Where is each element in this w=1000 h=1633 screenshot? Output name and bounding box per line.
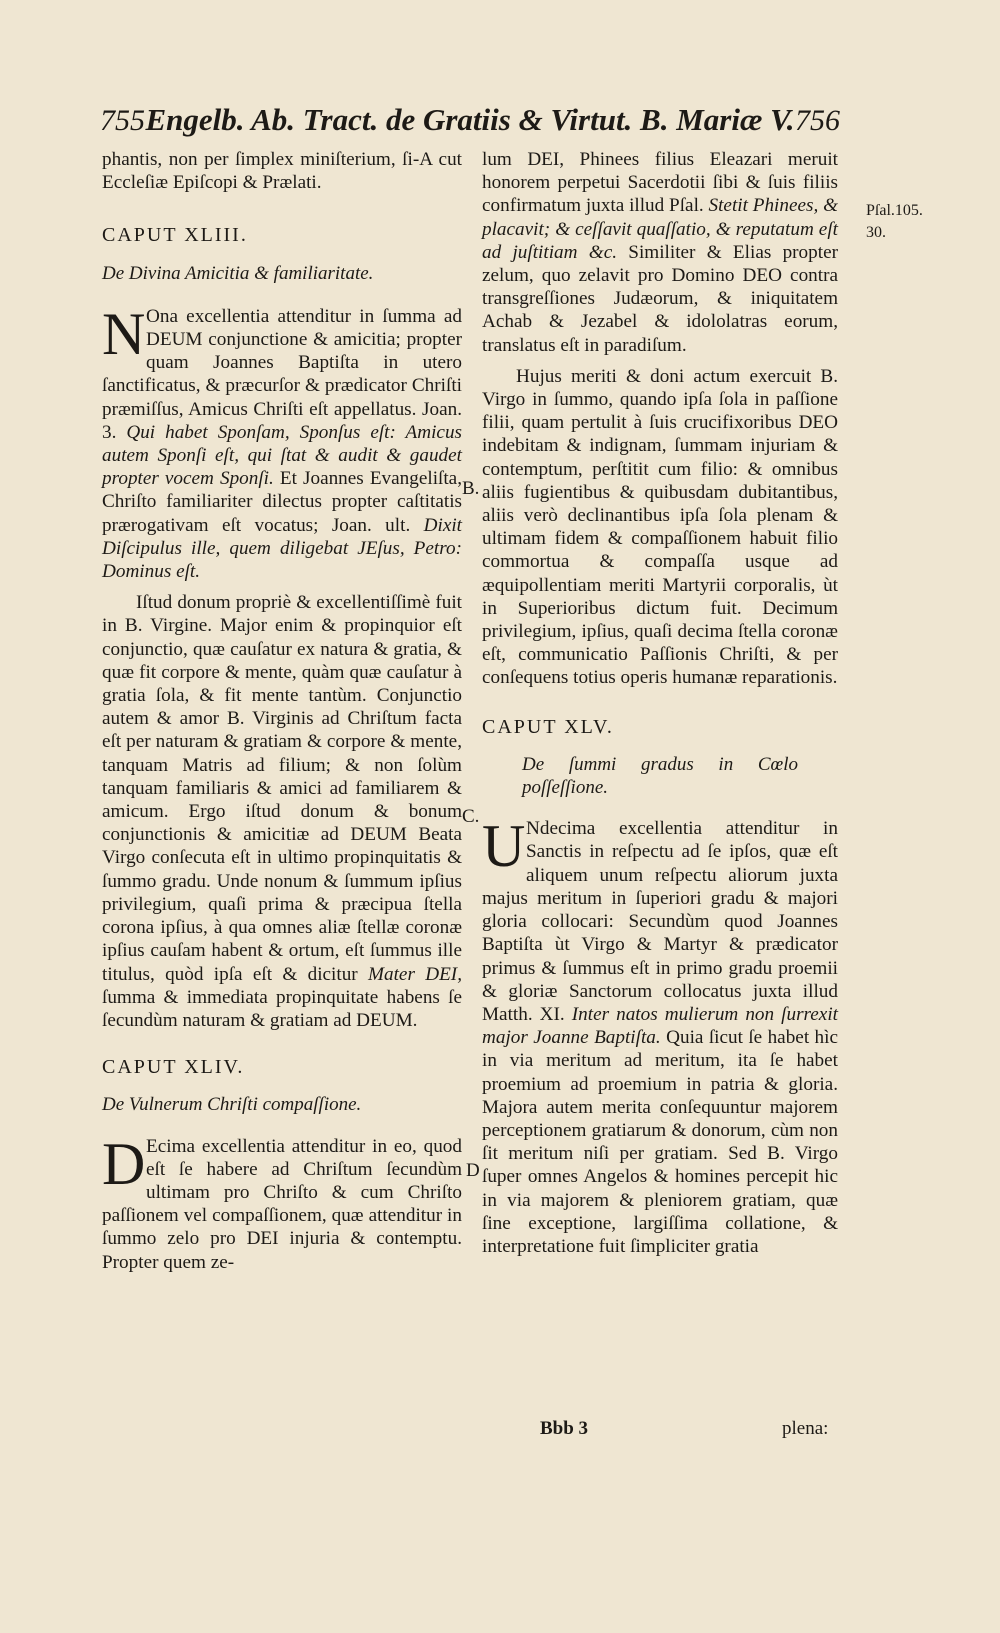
left-column bbox=[102, 148, 462, 1274]
chapter-43-subtitle: De Divina Amicitia & familiaritate. bbox=[102, 262, 374, 284]
chapter-43-heading: CAPUT XLIII. bbox=[102, 224, 248, 247]
chapter-44-subtitle: De Vulnerum Chriſti compaſſione. bbox=[102, 1094, 362, 1116]
quote-dixit: Dixit Diſcipulus ille, quem diligebat JEſus, Petro: Dominus eſt. bbox=[102, 514, 462, 583]
drop-cap-u: U bbox=[482, 813, 526, 880]
chapter-45-subtitle: De ſummi gradus in Cœlo poſſeſſione. bbox=[522, 753, 798, 799]
signature-mark: Bbb 3 bbox=[540, 1418, 589, 1439]
quote-stetit: Stetit Phinees, & placavit; & ceſſavit quaſſatio, & reputatum eſt ad juſtitiam &c. bbox=[482, 195, 838, 263]
section-letter-c: C. bbox=[462, 806, 480, 827]
chapter-45-paragraph-1: U Ndecima excellentia attenditur in Sanctis in reſpectu ad ſe ipſos, quæ eſt aliquem unum reſpectu aliorum juxta majus meritum in ſuperiori gradu & majori gloria collocari: Secundùm quod Joannes Baptiſta ùt Virgo & Martyr & prædicator primus & ſummus eſt in primo gradu proemii & gloriæ Sanctorum collocatus juxta illud Matth. XI. Inter natos mulierum non ſurrexit major Joanne Baptiſta. Quia ſicut ſe habet hìc in via meritum ad meritum, ita ſe habet proemium ad proemium in patria & gloria. Majora autem merita conſequuntur majorem perceptionem gratiarum & donorum, cùm non ſit meritum niſi per gratiam. Sed B. Virgo ſuper omnes Angelos & homines percepit hic in via majorem & pleniorem gratiam, quæ ſine exceptione, largiſſima collatione, & interpretatione fuit ſimpliciter gratia bbox=[482, 813, 838, 1257]
quote-sponsam: Qui habet Sponſam, Sponſus eſt: Amicus autem Sponſi eſt, qui ſtat & audit & gaudet propter vocem Sponſi. bbox=[102, 421, 462, 490]
chapter-45-heading: CAPUT XLV. bbox=[482, 715, 614, 738]
section-letter-b: B. bbox=[462, 478, 480, 499]
drop-cap-d: D bbox=[102, 1130, 146, 1197]
running-title: Engelb. Ab. Tract. de Gratiis & Virtut. B. Mariæ V. bbox=[145, 102, 795, 137]
chapter-44-paragraph-1: D Ecima excellentia attenditur in eo, quod eſt ſe habere ad Chriſtum ſecundùm ultimam pro Chriſto & cum Chriſto paſſionem vel compaſſionem, quæ attenditur in ſummo zelo pro DEI injuria & contemptu. Propter quem ze- bbox=[102, 1130, 462, 1273]
page-number-right: 756 bbox=[795, 104, 840, 137]
chapter-44-paragraph-3: Hujus meriti & doni actum exercuit B. Virgo in ſummo, quando ipſa ſola in paſſione filii, quam pertulit à ſuis crucifixoribus DEO indebitam & indignam, ſummam injuriam & contemptum, perſtitit cum filio: & omnibus aliis fugientibus & quibusdam dubitantibus, aliis verò declinantibus ipſa ſola plenam & ultimam fidem & compaſſionem habuit filio commortua & compaſſa usque ad æquipollentiam meriti Martyrii corporalis, ùt in Superioribus dictum fuit. Decimum privilegium, ipſius, quaſi decima ſtella coronæ eſt, communicatio Paſſionis Chriſti, & per conſequens totius operis humanæ reparationis. bbox=[482, 365, 838, 689]
mater-dei: Mater DEI, bbox=[368, 963, 462, 985]
chapter-44-paragraph-2: lum DEI, Phinees filius Eleazari meruit honorem perpetui Sacerdotii ſibi & ſuis filiis confirmatum juxta illud Pſal. Stetit Phinees, & placavit; & ceſſavit quaſſatio, & reputatum eſt ad juſtitiam &c. Similiter & Elias propter zelum, quo zelavit pro Domino DEO contra transgreſſiones Judæorum, & iniquitatem Achab & Jezabel & idololatras eorum, translatus eſt in paradiſum. bbox=[482, 149, 838, 356]
right-column bbox=[482, 148, 838, 1258]
chapter-44-heading: CAPUT XLIV. bbox=[102, 1056, 245, 1079]
catchword: plena: bbox=[782, 1418, 829, 1439]
page-number-left: 755 bbox=[100, 104, 145, 137]
quote-inter-natos: Inter natos mulierum non ſurrexit major Joanne Baptiſta. bbox=[482, 1003, 838, 1049]
margin-psalm-verse: 30. bbox=[866, 224, 886, 241]
margin-psalm-ref: Pſal.105. bbox=[866, 202, 923, 219]
chapter-43-paragraph-1: N Ona excellentia attenditur in ſumma ad DEUM conjunctione & amicitia; propter quam Joannes Baptiſta in utero ſanctificatus, & præcurſor & prædicator Chriſti præmiſſus, Amicus Chriſti eſt appellatus. Joan. 3. Qui habet Sponſam, Sponſus eſt: Amicus autem Sponſi eſt, qui ſtat & audit & gaudet propter vocem Sponſi. Et Joannes Evangeliſta, Chriſto familiariter dilectus propter caſtitatis prærogativam eſt vocatus; Joan. ult. Dixit Diſcipulus ille, quem diligebat JEſus, Petro: Dominus eſt. bbox=[102, 300, 462, 583]
running-header bbox=[100, 102, 840, 150]
drop-cap-n: N bbox=[102, 300, 146, 367]
section-letter-d: D bbox=[466, 1160, 480, 1181]
chapter-43-paragraph-2: Iſtud donum propriè & excellentiſſimè fuit in B. Virgine. Major enim & propinquior eſt conjunctio, quæ cauſatur ex natura & gratia, & quæ fit corpore & mente, quàm quæ cauſatur à gratia ſola, & fit mente tantùm. Conjunctio autem & amor B. Virginis ad Chriſtum facta eſt per naturam & gratiam & corpore & mente, tanquam Matris ad filium; & non ſolùm tanquam familiaris & amici ad familiarem & amicum. Ergo iſtud donum & bonum conjunctionis & amicitiæ ad DEUM Beata Virgo conſecuta eſt in ultimo propinquitatis & ſummo gradu. Unde nonum & ſummum ipſius privilegium, quaſi prima & præcipua ſtella corona ipſius, à qua omnes aliæ ſtellæ coronæ ipſius cauſam habent & ortum, eſt ſummus ille titulus, quòd ipſa eſt & dicitur Mater DEI, ſumma & immediata propinquitate habens ſe ſecundùm naturam & gratiam ad DEUM. bbox=[102, 592, 462, 1031]
intro-paragraph: phantis, non per ſimplex miniſterium, ſi-A cut Eccleſiæ Epiſcopi & Prælati. bbox=[102, 149, 462, 194]
